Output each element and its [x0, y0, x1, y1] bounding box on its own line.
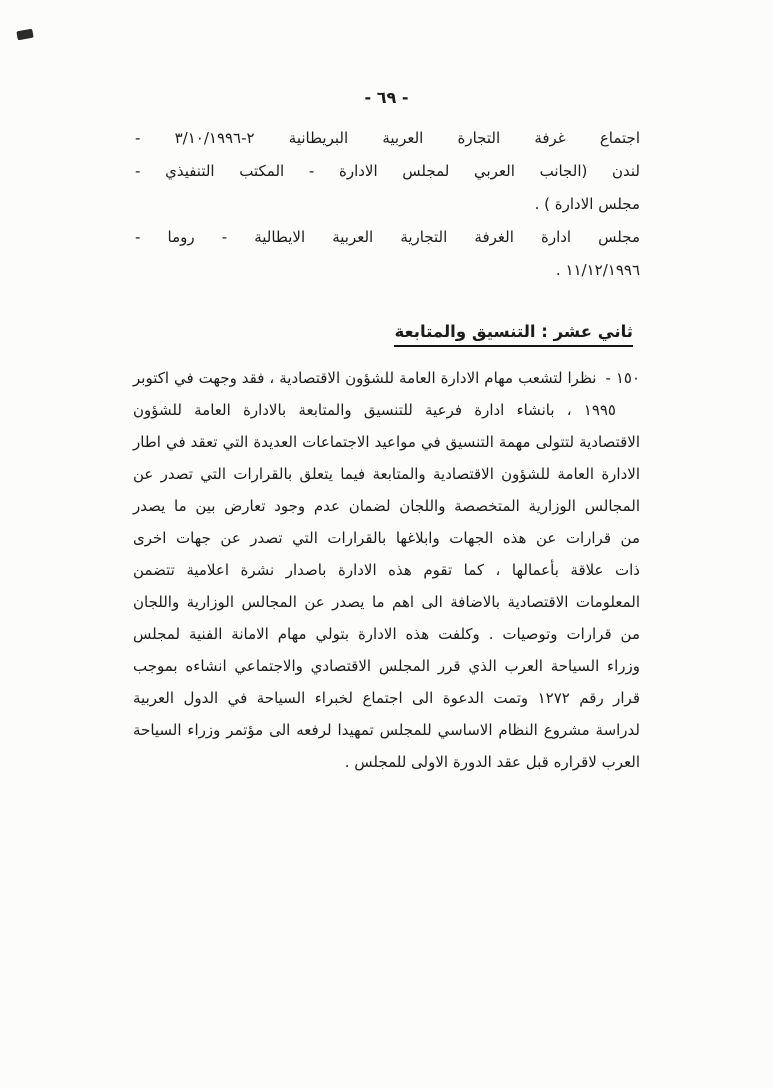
- section-heading: ثاني عشر : التنسيق والمتابعة: [394, 322, 633, 347]
- paragraph-line: المجالس الوزارية المتخصصة واللجان لضمان عدم وجود تعارض بين ما يصدر: [133, 497, 640, 515]
- paragraph-line: المعلومات الاقتصادية بالاضافة الى اهم ما يصدر عن المجالس الوزارية واللجان: [133, 593, 640, 611]
- paragraph-line: ١٩٩٥ ، بانشاء ادارة فرعية للتنسيق والمتابعة بالادارة العامة للشؤون: [133, 401, 616, 419]
- page-number: - ٦٩ -: [364, 88, 409, 107]
- paragraph-last-line: العرب لاقراره قبل عقد الدورة الاولى للمجلس .: [344, 753, 640, 771]
- meeting-date-line: ١١/١٢/١٩٩٦ .: [555, 261, 640, 279]
- paragraph-150: [133, 362, 640, 778]
- item-number: ١٥٠ -: [605, 369, 641, 387]
- scan-artifact: [16, 29, 33, 41]
- paragraph-line: ذات علاقة بأعمالها ، كما تقوم هذه الادارة باصدار نشرة اعلامية تتضمن: [133, 561, 640, 579]
- paragraph-line: لدراسة مشروع النظام الاساسي للمجلس تمهيدا لرفعه الى مؤتمر وزراء السياحة: [133, 721, 640, 739]
- paragraph-line: الاقتصادية لتتولى مهمة التنسيق في مواعيد الاجتماعات العديدة التي تعقد في اطار: [133, 433, 640, 451]
- meeting-line: لندن (الجانب العربي لمجلس الادارة - المكتب التنفيذي -: [135, 162, 640, 180]
- paragraph-line: وزراء السياحة العرب الذي قرر المجلس الاقتصادي والاجتماعي انشاءه بموجب: [133, 657, 640, 675]
- paragraph-line: قرار رقم ١٢٧٢ وتمت الدعوة الى اجتماع لخبراء السياحة في الدول العربية: [133, 689, 641, 707]
- paragraph-line: من قرارات عن هذه الجهات وابلاغها بالقرارات التي تصدر عن جهات اخرى: [133, 529, 640, 547]
- meeting-line: اجتماع غرفة التجارة العربية البريطانية ٢-٣/١٠/١٩٩٦ -: [135, 129, 640, 147]
- paragraph-line: الادارة العامة للشؤون الاقتصادية والمتابعة فيما يتعلق بالقرارات التي تصدر عن: [133, 465, 640, 483]
- section-heading-wrap: [394, 322, 633, 347]
- meeting-line: مجلس ادارة الغرفة التجارية العربية الايطالية - روما -: [135, 228, 640, 246]
- paragraph-first-line: [133, 362, 640, 394]
- paragraph-line: من قرارات وتوصيات . وكلفت هذه الادارة بتولي مهام الامانة الفنية لمجلس: [133, 625, 640, 643]
- meetings-block: [135, 122, 640, 287]
- paragraph-line: نظرا لتشعب مهام الادارة العامة للشؤون الاقتصادية ، فقد وجهت في اكتوبر: [133, 369, 597, 387]
- meeting-line: مجلس الادارة ) .: [534, 195, 640, 213]
